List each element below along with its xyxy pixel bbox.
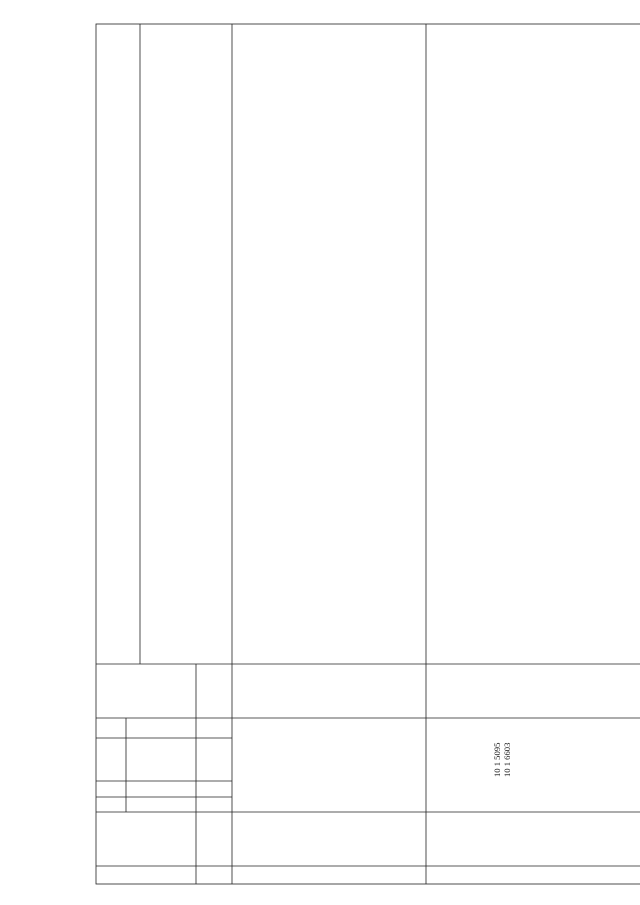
table-grid: [96, 24, 640, 884]
row-23-target-b: 10 1 6603: [502, 742, 512, 777]
table-border: [96, 24, 640, 884]
row-23-target-a: 10 1 5095: [492, 742, 502, 777]
